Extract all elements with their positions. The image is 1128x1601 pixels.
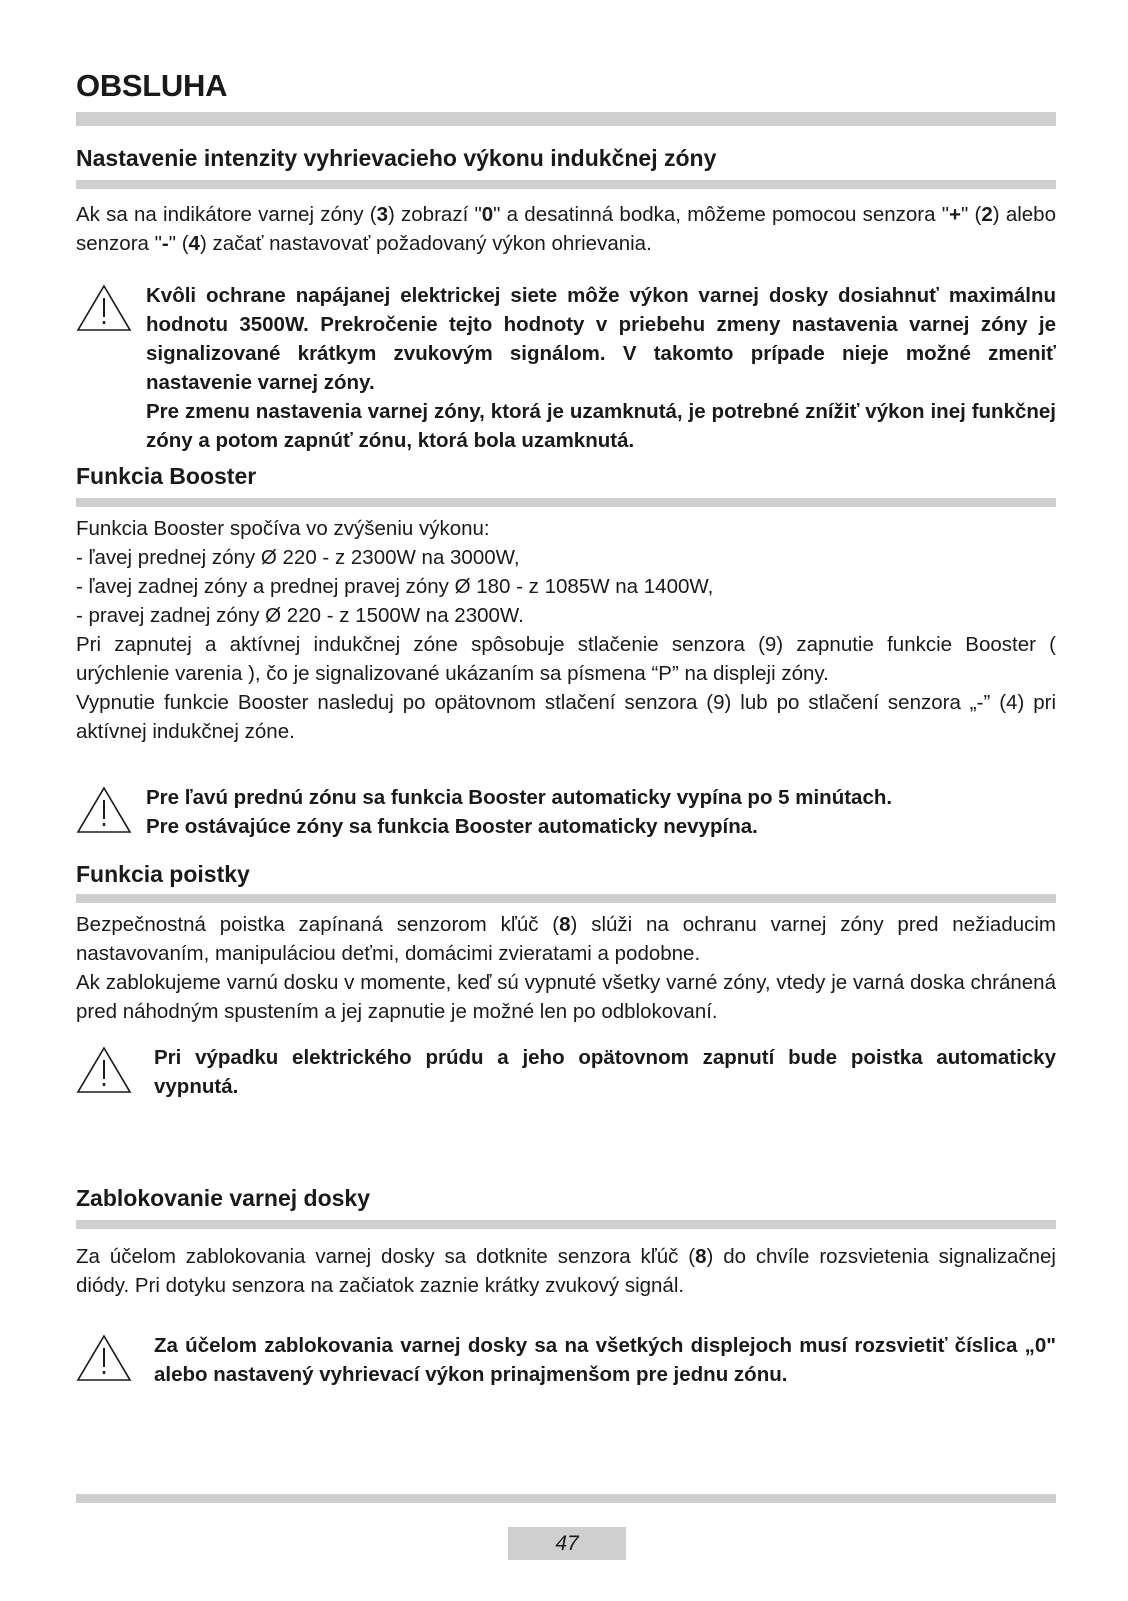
section-title-booster: Funkcia Booster <box>76 463 257 489</box>
footer-divider <box>76 1494 1056 1503</box>
warning-block-booster <box>76 783 1056 843</box>
section-title-power-setting: Nastavenie intenzity vyhrievacieho výkonu indukčnej zóny <box>76 145 717 171</box>
section-title-safety-lock: Funkcia poistky <box>76 861 250 887</box>
warning-triangle-icon <box>76 283 132 333</box>
title-divider <box>76 112 1056 126</box>
warning-text: Pre ľavú prednú zónu sa funkcia Booster automaticky vypína po 5 minútach. Pre ostávajúce zóny sa funkcia Booster automaticky nevypína. <box>146 786 893 838</box>
warning-text: Pri výpadku elektrického prúdu a jeho opätovnom zapnutí bude poistka automaticky vypnutá. <box>154 1046 1056 1098</box>
warning-triangle-icon <box>76 1333 132 1383</box>
section-title-hob-lock: Zablokovanie varnej dosky <box>76 1185 371 1211</box>
section-divider <box>76 1220 1056 1229</box>
warning-triangle-icon <box>76 1045 132 1095</box>
warning-text: Kvôli ochrane napájanej elektrickej siete môže výkon varnej dosky dosiahnuť maximálnu hodnotu 3500W. Prekročenie tejto hodnoty v priebehu zmeny nastavenia varnej zóny je signalizované krátkym zvukovým signálom. V takomto prípade nieje možné zmeniť nastavenie varnej zóny. Pre zmenu nastavenia varnej zóny, ktorá je uzamknutá, je potrebné znížiť výkon inej funkčnej zóny a potom zapnúť zónu, ktorá bola uzamknutá. <box>146 284 1056 452</box>
page-number: 47 <box>508 1527 626 1560</box>
section-divider <box>76 894 1056 903</box>
warning-block-hob-lock <box>76 1331 1056 1391</box>
warning-text: Za účelom zablokovania varnej dosky sa na všetkých displejoch musí rozsvietiť číslica „0" alebo nastavený vyhrievací výkon prinajmenšom pre jednu zónu. <box>154 1334 1056 1386</box>
section-divider <box>76 180 1056 189</box>
warning-triangle-icon <box>76 785 132 835</box>
section-divider <box>76 498 1056 507</box>
page-title: OBSLUHA <box>76 68 228 103</box>
safety-lock-description: Bezpečnostná poistka zapínaná senzorom kľúč (8) slúži na ochranu varnej zóny pred nežiaducim nastavovaním, manipuláciou deťmi, domácimi zvieratami a podobne. Ak zablokujeme varnú dosku v momente, keď sú vypnuté všetky varné zóny, vtedy je varná doska chránená pred náhodným spustením a jej zapnutie je možné len po odblokovaní. <box>76 913 1056 1023</box>
warning-block-power-limit <box>76 281 1056 451</box>
booster-description: Funkcia Booster spočíva vo zvýšeniu výkonu: - ľavej prednej zóny Ø 220 - z 2300W na 3000W, - ľavej zadnej zóny a prednej pravej zóny Ø 180 - z 1085W na 1400W, - pravej zadnej zóny Ø 220 - z 1500W na 2300W. Pri zapnutej a aktívnej indukčnej zóne spôsobuje stlačenie senzora (9) zapnutie funkcie Booster ( urýchlenie varenia ), čo je signalizované ukázaním sa písmena “P” na displeji zóny. Vypnutie funkcie Booster nasleduj po opätovnom stlačení senzora (9) lub po stlačení senzora „-” (4) pri aktívnej indukčnej zóne. <box>76 517 1056 743</box>
hob-lock-description: Za účelom zablokovania varnej dosky sa dotknite senzora kľúč (8) do chvíle rozsvietenia signalizačnej diódy. Pri dotyku senzora na začiatok zaznie krátky zvukový signál. <box>76 1245 1056 1297</box>
warning-block-safety-lock <box>76 1043 1056 1103</box>
power-setting-intro: Ak sa na indikátore varnej zóny (3) zobrazí "0" a desatinná bodka, môžeme pomocou senzora "+" (2) alebo senzora "-" (4) začať nastavovať požadovaný výkon ohrievania. <box>76 203 1056 255</box>
